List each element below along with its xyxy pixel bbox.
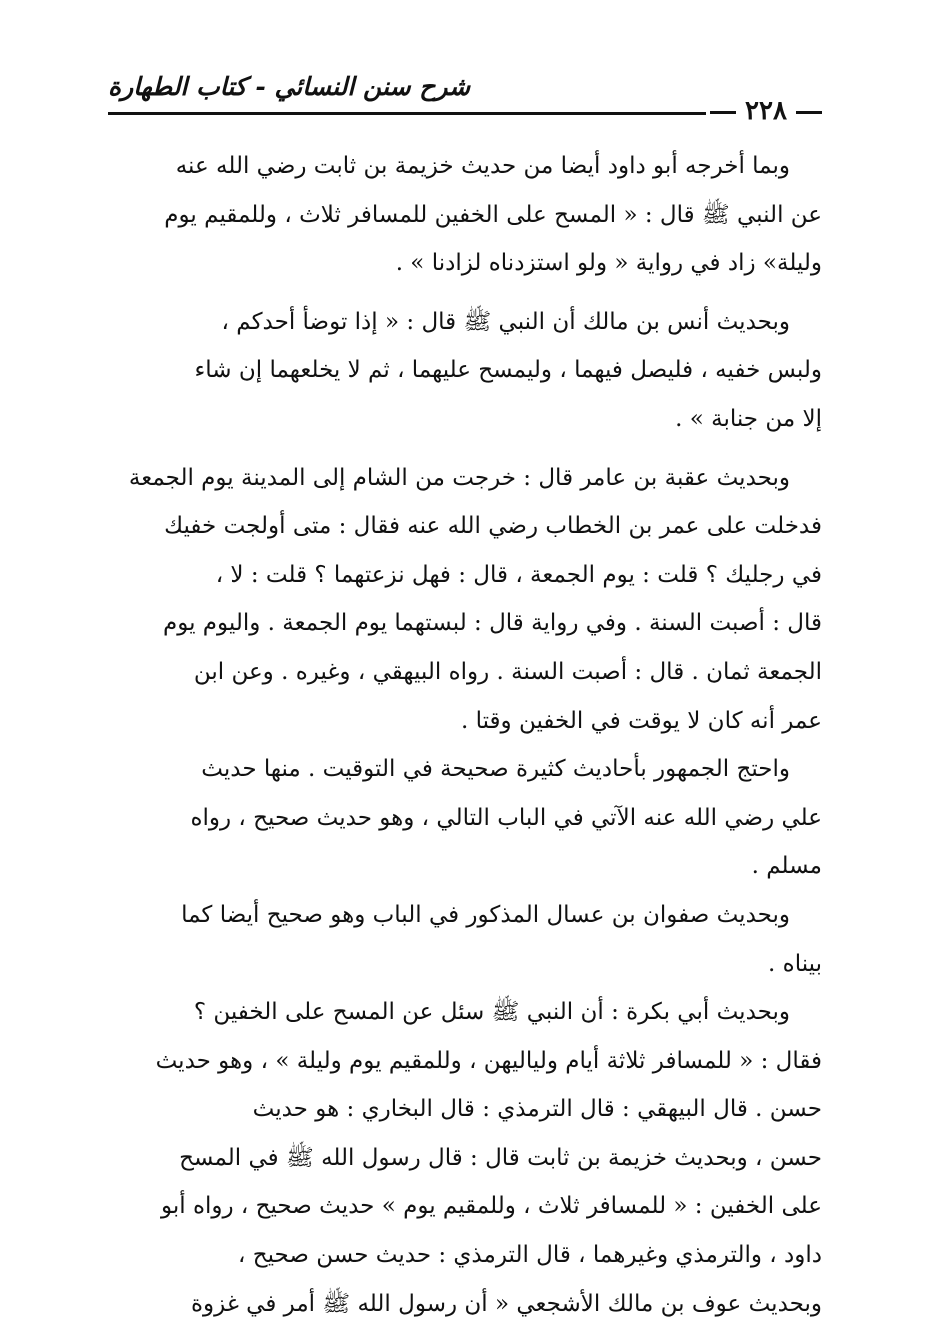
text-line: وبحديث أبي بكرة : أن النبي ﷺ سئل عن المسح على الخفين ؟ — [193, 999, 790, 1026]
text-line: قال : أصبت السنة . وفي رواية قال : لبستهما يوم الجمعة . واليوم يوم — [162, 610, 822, 637]
header-rule — [108, 112, 706, 115]
text-line: عمر أنه كان لا يوقت في الخفين وقتا . — [460, 707, 822, 734]
page-number-group — [710, 96, 822, 126]
page-number-dash-left — [710, 111, 736, 114]
text-line: الجمعة ثمان . قال : أصبت السنة . رواه البيهقي ، وغيره . وعن ابن — [193, 658, 822, 685]
text-line: علي رضي الله عنه الآتي في الباب التالي ، وهو حديث صحيح ، رواه — [190, 804, 822, 831]
text-line: مسلم . — [751, 853, 822, 880]
page-header — [108, 72, 822, 126]
text-line: فقال : « للمسافر ثلاثة أيام ولياليهن ، وللمقيم يوم وليلة » ، وهو حديث — [155, 1047, 822, 1074]
text-line: وبحديث عوف بن مالك الأشجعي « أن رسول الله ﷺ أمر في غزوة — [190, 1290, 822, 1317]
text-line: عن النبي ﷺ قال : « المسح على الخفين للمسافر ثلاث ، وللمقيم يوم — [164, 201, 822, 228]
paragraph — [108, 891, 822, 988]
text-line: في رجليك ؟ قلت : يوم الجمعة ، قال : فهل نزعتهما ؟ قلت : لا ، — [215, 561, 822, 588]
text-line: وليلة» زاد في رواية « ولو استزدناه لزادنا » . — [395, 250, 822, 277]
page-number: ٢٢٨ — [745, 96, 787, 126]
text-line: على الخفين : « للمسافر ثلاث ، وللمقيم يوم » حديث صحيح ، رواه أبو — [160, 1193, 822, 1220]
text-line: إلا من جنابة » . — [675, 405, 822, 432]
running-title: شرح سنن النسائي - كتاب الطهارة — [108, 72, 471, 101]
paragraph — [108, 142, 822, 288]
text-line: ولبس خفيه ، فليصل فيهما ، وليمسح عليهما ، ثم لا يخلعهما إن شاء — [194, 357, 822, 384]
text-line: حسن ، وبحديث خزيمة بن ثابت قال : قال رسول الله ﷺ في المسح — [179, 1144, 822, 1171]
text-line: داود ، والترمذي وغيرهما ، قال الترمذي : حديث حسن صحيح ، — [238, 1242, 822, 1269]
paragraph — [108, 988, 822, 1328]
text-line: فدخلت على عمر بن الخطاب رضي الله عنه فقال : متى أولجت خفيك — [164, 513, 822, 540]
paragraph — [108, 298, 822, 444]
page-number-dash-right — [796, 111, 822, 114]
text-line: وبما أخرجه أبو داود أيضا من حديث خزيمة بن ثابت رضي الله عنه — [175, 153, 790, 179]
text-line: وبحديث أنس بن مالك أن النبي ﷺ قال : « إذا توضأ أحدكم ، — [221, 308, 790, 335]
paragraph — [108, 745, 822, 891]
text-line: وبحديث صفوان بن عسال المذكور في الباب وهو صحيح أيضا كما — [181, 901, 790, 928]
body-text — [108, 142, 822, 1328]
text-line: وبحديث عقبة بن عامر قال : خرجت من الشام إلى المدينة يوم الجمعة — [128, 464, 790, 491]
paragraph — [108, 454, 822, 746]
text-line: بيناه . — [768, 950, 822, 977]
text-line: حسن . قال البيهقي : قال الترمذي : قال البخاري : هو حديث — [252, 1096, 822, 1123]
text-line: واحتج الجمهور بأحاديث كثيرة صحيحة في التوقيت . منها حديث — [201, 756, 790, 783]
